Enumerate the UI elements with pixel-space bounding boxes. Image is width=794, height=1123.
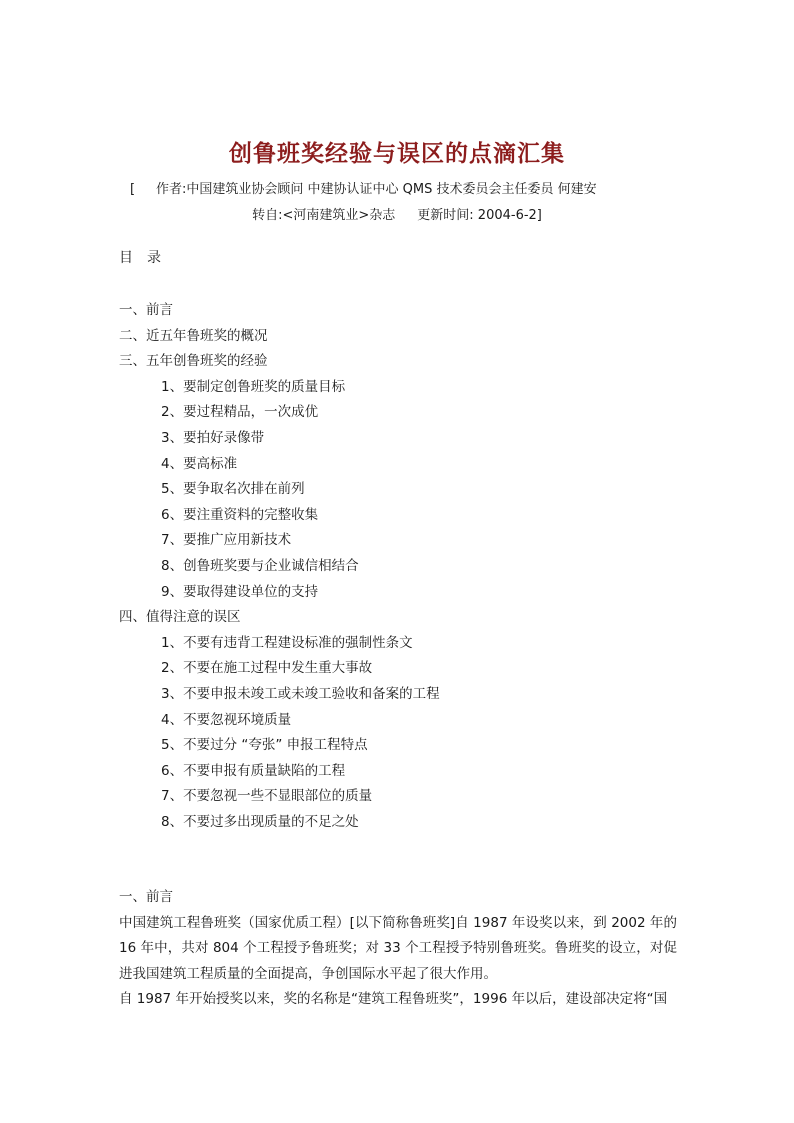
toc-section-item: 一、前言 [119, 302, 173, 318]
table-of-contents [0, 300, 794, 837]
toc-subsection-item: 9、要取得建设单位的支持 [161, 583, 319, 600]
byline-bracket: [ [130, 182, 136, 197]
byline-updated: 更新时间: 2004-6-2] [417, 208, 542, 223]
toc-subsection-item: 5、要争取名次排在前列 [161, 481, 305, 498]
toc-subsection-item: 2、不要在施工过程中发生重大事故 [161, 660, 373, 677]
toc-subsection-item: 4、不要忽视环境质量 [161, 711, 292, 728]
toc-subsection-item: 8、不要过多出现质量的不足之处 [161, 813, 359, 830]
section-heading: 一、前言 [119, 889, 173, 905]
toc-subsection-item: 3、要拍好录像带 [161, 429, 265, 446]
toc-subsection-item: 6、要注重资料的完整收集 [161, 506, 319, 523]
toc-section-item: 二、近五年鲁班奖的概况 [119, 327, 268, 344]
toc-section-item: 三、五年创鲁班奖的经验 [119, 353, 268, 370]
byline-author: 作者:中国建筑业协会顾问 中建协认证中心 QMS 技术委员会主任委员 何建安 [156, 182, 597, 197]
toc-subsection-item: 8、创鲁班奖要与企业诚信相结合 [161, 557, 359, 574]
body-paragraph: 自 1987 年开始授奖以来，奖的名称是“建筑工程鲁班奖”，1996 年以后，建设部决定将“国 [119, 991, 668, 1007]
toc-subsection-item: 1、不要有违背工程建设标准的强制性条文 [161, 634, 413, 651]
body-text [119, 885, 677, 1013]
byline-source: 转自:<河南建筑业>杂志 [252, 208, 396, 223]
toc-subsection-item: 1、要制定创鲁班奖的质量目标 [161, 378, 346, 395]
toc-subsection-item: 2、要过程精品，一次成优 [161, 404, 319, 421]
toc-subsection-item: 7、要推广应用新技术 [161, 532, 292, 549]
toc-subsection-item: 4、要高标准 [161, 455, 238, 472]
toc-heading: 目录 [119, 250, 175, 266]
body-paragraph: 中国建筑工程鲁班奖（国家优质工程）[以下简称鲁班奖]自 1987 年设奖以来，到 2002 年的 16 年中，共对 804 个工程授予鲁班奖；对 33 个工程授予特别鲁班奖。鲁班奖的设立，对促进我国建筑工程质量的全面提高，争创国际水平起了很大作用。 [119, 914, 677, 982]
document-title: 创鲁班奖经验与误区的点滴汇集 [229, 141, 565, 167]
toc-subsection-item: 3、不要申报未竣工或未竣工验收和备案的工程 [161, 685, 440, 702]
toc-subsection-item: 5、不要过分 “夸张” 申报工程特点 [161, 737, 368, 754]
toc-subsection-item: 7、不要忽视一些不显眼部位的质量 [161, 788, 373, 805]
byline-source-line [0, 206, 794, 226]
toc-section-item: 四、值得注意的误区 [119, 609, 241, 626]
toc-subsection-item: 6、不要申报有质量缺陷的工程 [161, 762, 346, 779]
